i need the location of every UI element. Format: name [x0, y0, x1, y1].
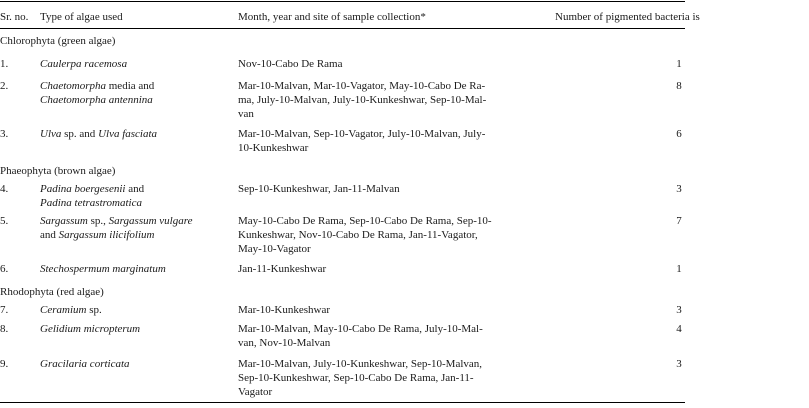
algae-species: Sargassum vulgare: [108, 215, 193, 227]
bacteria-count: 6: [676, 128, 682, 140]
bacteria-count: 8: [676, 80, 682, 92]
algae-prefix: and: [40, 229, 59, 241]
collection-line: van: [238, 108, 254, 120]
collection-line: Nov-10-Cabo De Rama: [238, 58, 343, 70]
algae-suffix: media and: [106, 80, 155, 92]
collection-line: Sep-10-Kunkeshwar, Sep-10-Cabo De Rama, Jan-11-: [238, 372, 474, 384]
algae-name-line1: [40, 182, 144, 196]
collection-line: ma, July-10-Malvan, July-10-Kunkeshwar, Sep-10-Mal-: [238, 94, 487, 106]
collection-line: Mar-10-Kunkeshwar: [238, 304, 331, 316]
row-number: 5.: [0, 215, 9, 227]
collection-line: Mar-10-Malvan, Mar-10-Vagator, May-10-Cabo De Ra-: [238, 80, 486, 92]
algae-suffix: sp. and: [61, 128, 99, 140]
row-number: 3.: [0, 128, 9, 140]
algae-name: Gelidium micropterum: [40, 323, 141, 335]
header-month: Month, year and site of sample collection*: [238, 11, 426, 23]
collection-line: Kunkeshwar, Nov-10-Cabo De Rama, Jan-11-Vagator,: [238, 229, 478, 241]
algae-suffix: and: [125, 183, 145, 195]
algae-name-line2: [40, 228, 155, 242]
row-number: 7.: [0, 304, 9, 316]
collection-line: Mar-10-Malvan, Sep-10-Vagator, July-10-Malvan, July-: [238, 128, 486, 140]
algae-species: Sargassum ilicifolium: [58, 229, 155, 241]
algae-suffix: sp.,: [87, 215, 109, 227]
collection-line: Sep-10-Kunkeshwar, Jan-11-Malvan: [238, 183, 400, 195]
algae-name: Gracilaria corticata: [40, 358, 130, 370]
table-bottom-rule: [0, 402, 685, 403]
algae-genus: Chaetomorpha: [40, 80, 106, 92]
row-number: 9.: [0, 358, 9, 370]
algae-genus: Padina boergesenii: [40, 183, 126, 195]
table-top-rule: [0, 1, 685, 2]
header-type: Type of algae used: [40, 11, 123, 23]
bacteria-count: 1: [676, 58, 682, 70]
section-phaeophyta: Phaeophyta (brown algae): [0, 165, 116, 177]
bacteria-count: 1: [676, 263, 682, 275]
row-number: 8.: [0, 323, 9, 335]
algae-name-line1: [40, 303, 102, 317]
row-number: 6.: [0, 263, 9, 275]
algae-name-line1: [40, 214, 193, 228]
bacteria-count: 3: [676, 358, 682, 370]
header-srno: Sr. no.: [0, 11, 29, 23]
algae-genus: Ceramium: [40, 304, 87, 316]
collection-line: May-10-Cabo De Rama, Sep-10-Cabo De Rama, Sep-10-: [238, 215, 492, 227]
collection-line: May-10-Vagator: [238, 243, 311, 255]
collection-line: Vagator: [238, 386, 273, 398]
collection-line: Mar-10-Malvan, July-10-Kunkeshwar, Sep-10-Malvan,: [238, 358, 483, 370]
algae-name-line2: Chaetomorpha antennina: [40, 94, 153, 106]
section-chlorophyta: Chlorophyta (green algae): [0, 35, 116, 47]
bacteria-count: 7: [676, 215, 682, 227]
algae-name: Caulerpa racemosa: [40, 58, 128, 70]
header-count: Number of pigmented bacteria is: [555, 11, 700, 23]
algae-suffix: sp.: [86, 304, 102, 316]
algae-species: Ulva fasciata: [98, 128, 158, 140]
row-number: 1.: [0, 58, 9, 70]
algae-name-line2: Padina tetrastromatica: [40, 197, 142, 209]
algae-genus: Ulva: [40, 128, 62, 140]
header-rule: [0, 28, 685, 29]
collection-line: Jan-11-Kunkeshwar: [238, 263, 327, 275]
collection-line: 10-Kunkeshwar: [238, 142, 309, 154]
row-number: 4.: [0, 183, 9, 195]
collection-line: van, Nov-10-Malvan: [238, 337, 331, 349]
algae-name: Stechospermum marginatum: [40, 263, 166, 275]
bacteria-count: 3: [676, 304, 682, 316]
bacteria-count: 4: [676, 323, 682, 335]
algae-name-line1: [40, 127, 157, 141]
row-number: 2.: [0, 80, 9, 92]
collection-line: Mar-10-Malvan, May-10-Cabo De Rama, July-10-Mal-: [238, 323, 483, 335]
algae-genus: Sargassum: [40, 215, 88, 227]
algae-name-line1: [40, 79, 154, 93]
bacteria-count: 3: [676, 183, 682, 195]
section-rhodophyta: Rhodophyta (red algae): [0, 286, 104, 298]
